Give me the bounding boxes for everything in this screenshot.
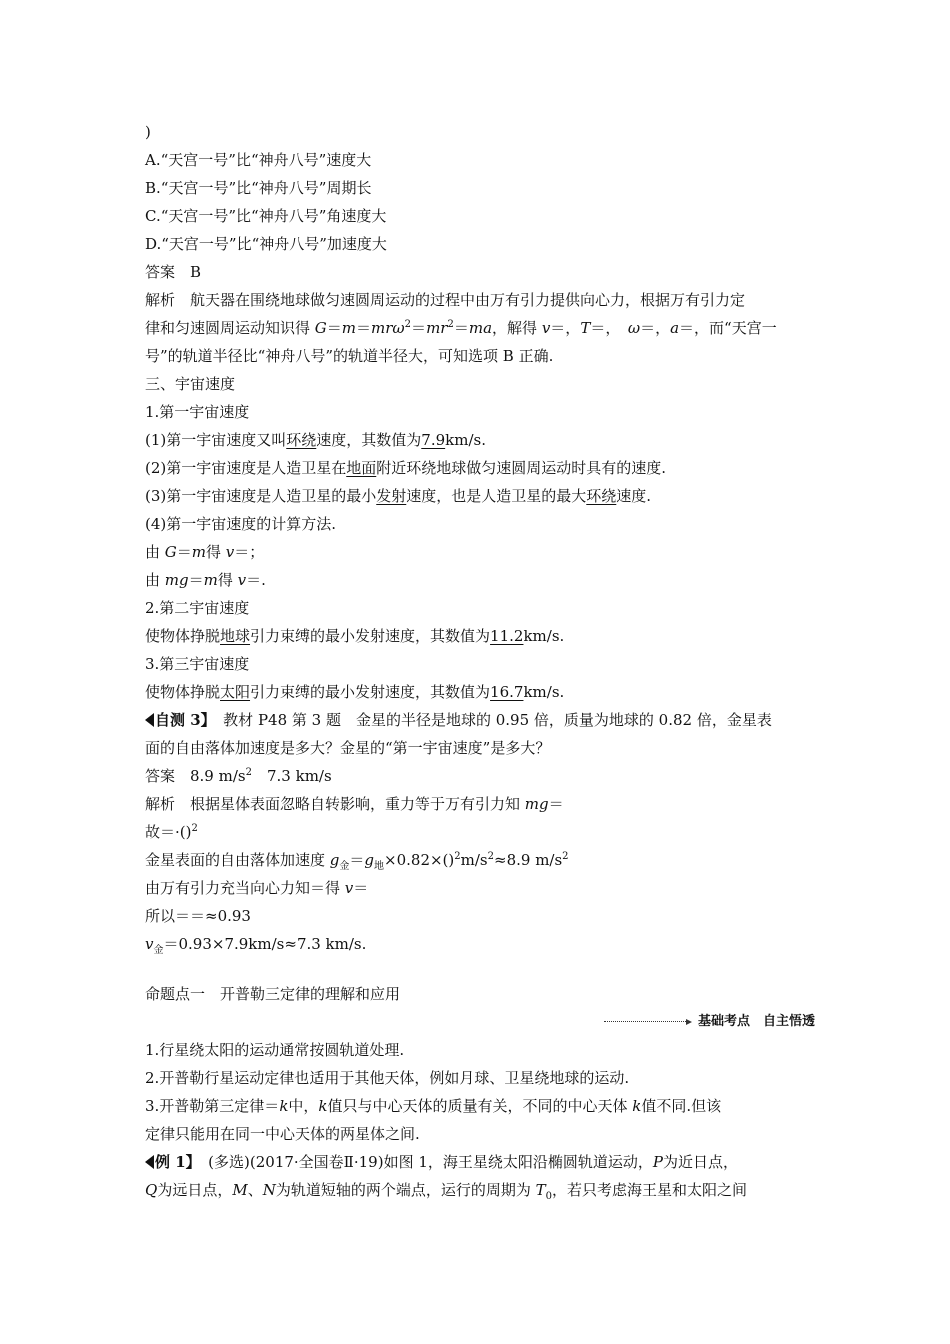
first-cosmic-item-3: (3)第一宇宙速度是人造卫星的最小发射速度，也是人造卫星的最大环绕速度.: [145, 487, 652, 505]
bracket-marker-icon: [145, 1155, 154, 1169]
closing-paren: ): [145, 123, 151, 141]
first-cosmic-item-1: (1)第一宇宙速度又叫环绕速度，其数值为7.9km/s.: [145, 431, 486, 449]
self-test-analysis-6: $v_金=0.93\times 7.9km/s\approx 7.3$ km/s.: [145, 935, 367, 956]
example-label: 例 1】: [155, 1153, 194, 1171]
option-c: C.“天宫一号”比“神舟八号”角速度大: [145, 207, 387, 225]
self-test-analysis-3: 金星表面的自由落体加速度 $g_金=g_地\times 0.82\times()^2m/s^2\approx 8.9$ $m/s^2$: [145, 851, 569, 872]
topic-point-3: 3.开普勒第三定律＝k中，k值只与中心天体的质量有关，不同的中心天体 k值不同.但该: [145, 1097, 722, 1115]
topic-tagline: 基础考点 自主悟透: [145, 1008, 815, 1036]
topic-point-1: 1.行星绕太阳的运动通常按圆轨道处理.: [145, 1041, 405, 1059]
self-test-label: 自测 3】: [155, 711, 209, 729]
document-page: [145, 118, 815, 1204]
topic-point-3-cont: 定律只能用在同一中心天体的两星体之间.: [145, 1125, 420, 1143]
option-d: D.“天宫一号”比“神舟八号”加速度大: [145, 235, 387, 253]
example-line-1: 例 1】 (多选)(2017·全国卷Ⅱ·19)如图 1，海王星绕太阳沿椭圆轨道运动，P为近日点，: [145, 1148, 815, 1176]
self-test-analysis-4: 由万有引力充当向心力知＝得 v＝: [145, 879, 369, 897]
example-line-2: Q为远日点，M、N为轨道短轴的两个端点，运行的周期为 $T_0$，若只考虑海王星和太阳之间: [145, 1181, 748, 1202]
second-cosmic-title: 2.第二宇宙速度: [145, 599, 250, 617]
spacer: [145, 958, 815, 980]
analysis-line-2: 律和匀速圆周运动知识得 $G=m=mr\omega^2=mr^2=ma$，解得 v＝，T＝， ω＝，a＝，而“天宫一: [145, 319, 777, 337]
section-heading: 三、宇宙速度: [145, 375, 236, 393]
bracket-marker-icon: [145, 713, 154, 727]
analysis-line-3: 号”的轨道半径比“神舟八号”的轨道半径大，可知选项 B 正确.: [145, 347, 554, 365]
self-test-analysis-5: 所以＝＝≈0.93: [145, 907, 251, 925]
second-cosmic-text: 使物体挣脱地球引力束缚的最小发射速度，其数值为11.2km/s.: [145, 627, 565, 645]
self-test-question-1: 自测 3】 教材 P48 第 3 题 金星的半径是地球的 0.95 倍，质量为地球的 0.82 倍，金星表: [145, 706, 815, 734]
formula-line-2: 由 mg＝m得 v＝.: [145, 571, 266, 589]
self-test-question-2: 面的自由落体加速度是多大？金星的“第一宇宙速度”是多大？: [145, 739, 551, 757]
third-cosmic-title: 3.第三宇宙速度: [145, 655, 250, 673]
third-cosmic-text: 使物体挣脱太阳引力束缚的最小发射速度，其数值为16.7km/s.: [145, 683, 565, 701]
self-test-analysis-2: 故＝·()$^2$: [145, 823, 198, 841]
analysis-line-1: 解析 航天器在围绕地球做匀速圆周运动的过程中由万有引力提供向心力，根据万有引力定: [145, 291, 746, 309]
arrow-right-icon: [686, 1019, 692, 1025]
option-a: A.“天宫一号”比“神舟八号”速度大: [145, 151, 372, 169]
option-b: B.“天宫一号”比“神舟八号”周期长: [145, 179, 372, 197]
first-cosmic-item-2: (2)第一宇宙速度是人造卫星在地面附近环绕地球做匀速圆周运动时具有的速度.: [145, 459, 667, 477]
self-test-analysis-1: 解析 根据星体表面忽略自转影响，重力等于万有引力知 mg＝: [145, 795, 564, 813]
first-cosmic-title: 1.第一宇宙速度: [145, 403, 250, 421]
topic-title: 命题点一 开普勒三定律的理解和应用: [145, 985, 401, 1003]
topic-point-2: 2.开普勒行星运动定律也适用于其他天体，例如月球、卫星绕地球的运动.: [145, 1069, 630, 1087]
self-test-answer: 答案 8.9 $m/s^2$ 7.3 km/s: [145, 767, 332, 785]
formula-line-1: 由 G＝m得 v＝；: [145, 543, 265, 561]
dotted-leader-icon: [604, 1021, 686, 1022]
answer-line: 答案 B: [145, 263, 202, 281]
first-cosmic-item-4: (4)第一宇宙速度的计算方法.: [145, 515, 337, 533]
